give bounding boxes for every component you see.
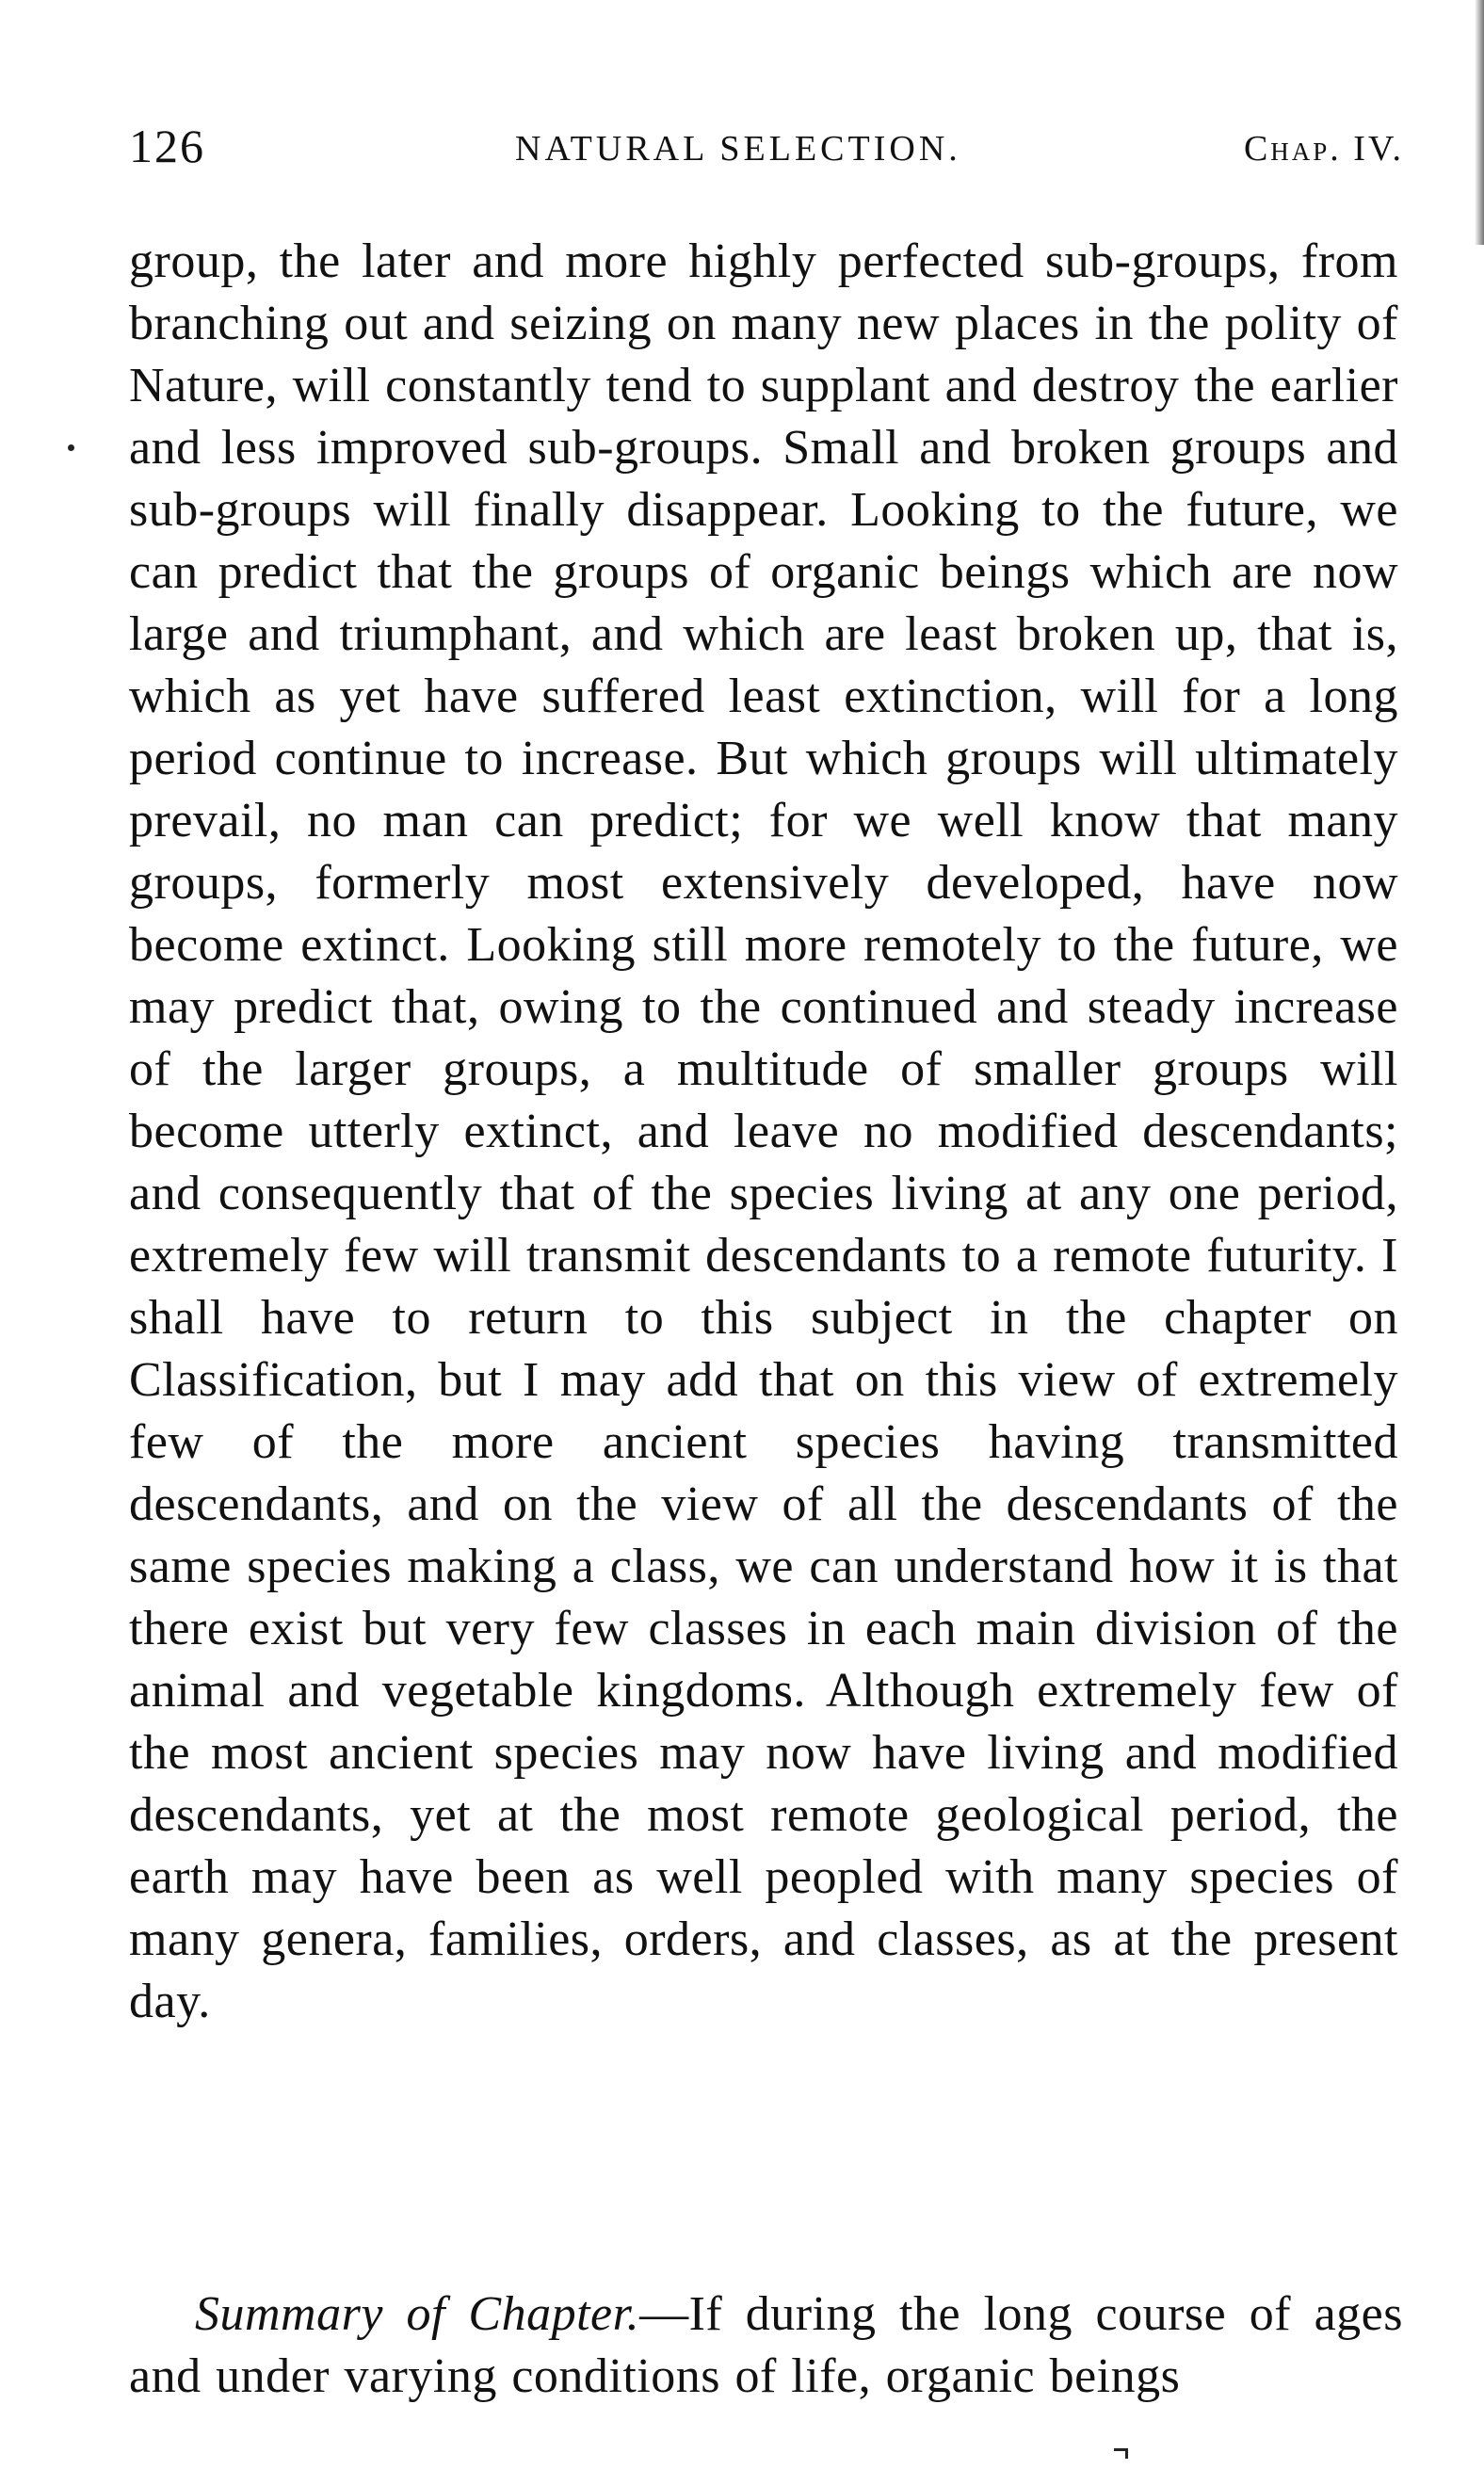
page-header	[129, 109, 1404, 175]
running-title: NATURAL SELECTION.	[515, 129, 961, 169]
body-paragraph: group, the later and more highly perfected sub-groups, from branching out and seizing on many new places in the polity of Nature, will constantly tend to supplant and destroy the earlier and less improved sub-groups. Small and broken groups and sub-groups will finally disappear. Looking to the future, we can predict that the groups of organic beings which are now large and triumphant, and which are least broken up, that is, which as yet have suffered least extinction, will for a long period continue to increase. But which groups will ultimately prevail, no man can predict; for we well know that many groups, formerly most extensively developed, have now become extinct. Looking still more remotely to the future, we may predict that, owing to the continued and steady increase of the larger groups, a multitude of smaller groups will become utterly extinct, and leave no modified descendants; and consequently that of the species living at any one period, extremely few will transmit descendants to a remote futurity. I shall have to return to this subject in the chapter on Classification, but I may add that on this view of extremely few of the more ancient species having transmitted descendants, and on the view of all the descendants of the same species making a class, we can understand how it is that there exist but very few classes in each main division of the animal and vegetable kingdoms. Although extremely few of the most ancient species may now have living and modified descendants, yet at the most remote geological period, the earth may have been as well peopled with many species of many genera, families, orders, and classes, as at the present day.	[129, 234, 1398, 2028]
chapter-reference: Chap. IV.	[1243, 129, 1404, 169]
summary-paragraph	[129, 2283, 1403, 2408]
summary-text: —If during the long course of ages and under varying conditions of life, organic beings	[129, 2287, 1403, 2403]
page-number: 126	[129, 120, 205, 172]
margin-dot-mark	[68, 444, 74, 451]
summary-heading: Summary of Chapter.	[195, 2287, 640, 2341]
scan-edge-shadow	[1475, 0, 1484, 245]
footer-catchmark	[1114, 2448, 1128, 2459]
